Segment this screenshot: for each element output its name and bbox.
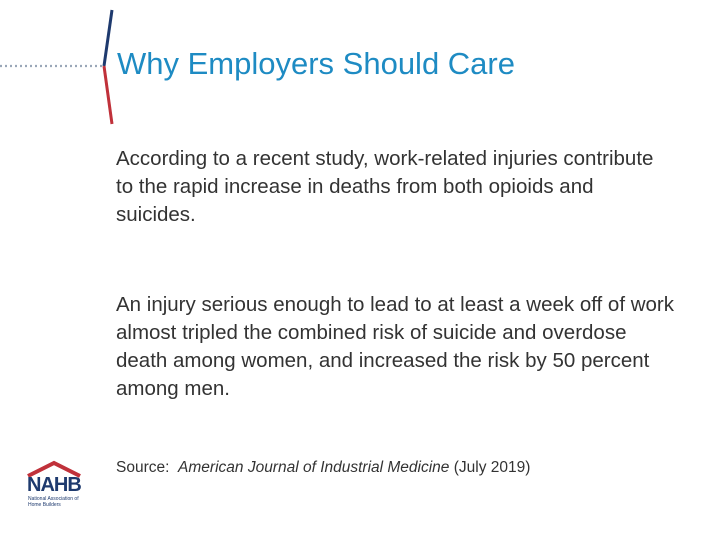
source-journal: American Journal of Industrial Medicine — [178, 459, 450, 476]
paragraph-injury-risk: An injury serious enough to lead to at least a week off of work almost tripled the combined risk of suicide and overdose death among women, and increased the risk by 50 percent among men. — [116, 293, 675, 400]
source-prefix: Source: — [116, 459, 170, 476]
logo-subtitle: National Association of Home Builders — [28, 496, 79, 508]
source-citation — [116, 459, 530, 477]
source-date: (July 2019) — [453, 459, 531, 476]
paragraph-study-summary: According to a recent study, work-related injuries contribute to the rapid increase in deaths from both opioids and suicides. — [116, 147, 654, 226]
title-accent-decoration — [0, 0, 130, 140]
slide-title: Why Employers Should Care — [117, 46, 515, 81]
nahb-logo — [24, 460, 90, 516]
logo-letters: NAHB — [27, 474, 81, 496]
